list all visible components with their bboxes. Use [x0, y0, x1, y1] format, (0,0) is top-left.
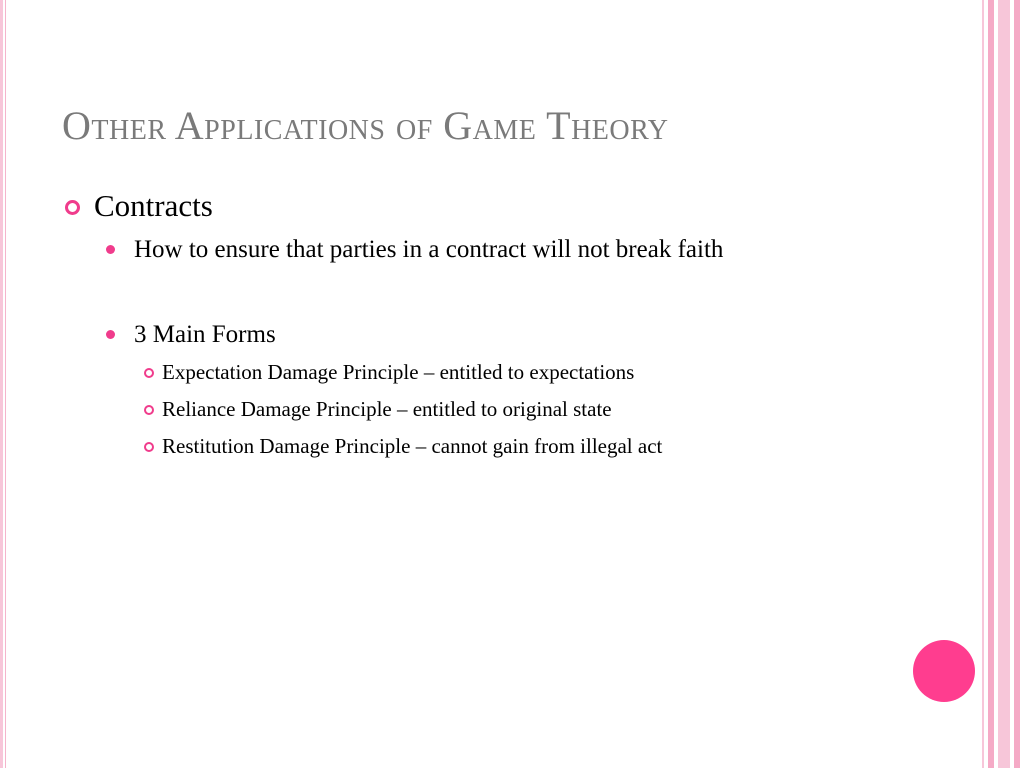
ring-bullet-icon [144, 368, 154, 378]
dot-bullet-icon [106, 245, 115, 254]
accent-circle [913, 640, 975, 702]
ring-bullet-icon [144, 442, 154, 452]
bullet-text: 3 Main Forms [134, 321, 276, 348]
ring-bullet-icon [65, 200, 80, 215]
bullet-text: Contracts [94, 188, 213, 223]
right-border-stripes [976, 0, 1024, 768]
bullet-level1 [62, 186, 882, 226]
ring-bullet-icon [144, 405, 154, 415]
bullet-level2 [62, 317, 882, 352]
bullet-text: Expectation Damage Principle – entitled to expectations [162, 360, 635, 384]
bullet-text: Reliance Damage Principle – entitled to original state [162, 397, 612, 421]
bullet-level2 [62, 232, 834, 267]
bullet-level3 [62, 358, 882, 386]
bullet-level3 [62, 432, 882, 460]
dot-bullet-icon [106, 330, 115, 339]
slide-content [62, 186, 882, 460]
bullet-text: How to ensure that parties in a contract will not break faith [134, 236, 724, 263]
bullet-text: Restitution Damage Principle – cannot gain from illegal act [162, 434, 663, 458]
left-border-decoration [0, 0, 10, 768]
slide-title: Other Applications of Game Theory [62, 103, 669, 148]
bullet-level3 [62, 395, 882, 423]
